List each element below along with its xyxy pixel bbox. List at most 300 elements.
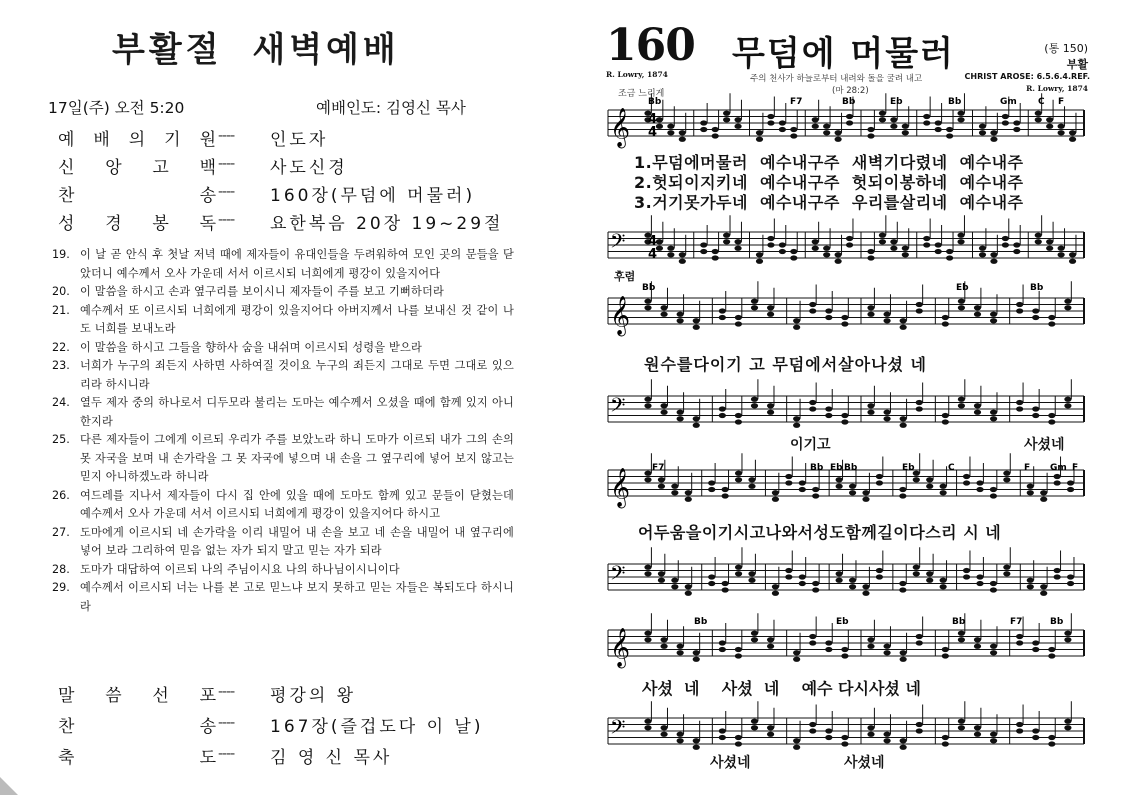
note-head <box>1048 413 1055 418</box>
note-head <box>1046 124 1053 129</box>
note-head <box>883 416 890 421</box>
note-head <box>835 137 842 142</box>
note-head <box>1054 474 1061 479</box>
chord-symbol: F7 <box>790 97 803 107</box>
note-head <box>812 239 819 244</box>
note-head <box>723 239 730 244</box>
note-head <box>1016 722 1023 727</box>
order-item <box>58 125 518 153</box>
note-head <box>719 735 726 740</box>
note-head <box>735 653 742 658</box>
note-head <box>1067 574 1074 579</box>
note-head <box>719 406 726 411</box>
note-head <box>1054 480 1061 485</box>
note-head <box>767 410 774 415</box>
order-item-label-char: 의 <box>128 130 146 150</box>
note-head <box>958 299 965 304</box>
note-head <box>990 259 997 264</box>
note-head <box>751 305 758 310</box>
note-head <box>883 312 890 317</box>
note-head <box>974 637 981 642</box>
note-head <box>902 130 909 135</box>
order-item-dash: ---- <box>218 746 235 762</box>
note-head <box>735 419 742 424</box>
bass-lyric-1: 이기고 <box>790 437 831 453</box>
note-head <box>779 242 786 247</box>
order-item-label-char: 씀 <box>105 686 122 706</box>
note-head <box>879 111 886 116</box>
note-head <box>722 581 729 586</box>
order-item-label-char: 송 <box>199 186 216 206</box>
hymn-scripture: 주의 천사가 하늘로부터 내려와 돌을 굴려 내고 <box>750 74 923 84</box>
chord-symbol: Bb <box>1050 617 1064 627</box>
note-head <box>974 644 981 649</box>
note-head <box>693 657 700 662</box>
note-head <box>1048 653 1055 658</box>
note-head <box>751 637 758 642</box>
note-head <box>667 124 674 129</box>
note-head <box>990 644 997 649</box>
note-head <box>719 413 726 418</box>
note-head <box>990 581 997 586</box>
note-head <box>841 413 848 418</box>
order-item-label <box>58 125 216 150</box>
note-head <box>812 581 819 586</box>
chord-symbol: F <box>1058 97 1065 107</box>
note-head <box>841 321 848 326</box>
bass-clef-icon: 𝄢 <box>610 561 626 590</box>
note-head <box>693 325 700 330</box>
note-head <box>809 400 816 405</box>
note-head <box>867 312 874 317</box>
scripture-verse <box>52 246 514 283</box>
note-head <box>693 318 700 323</box>
note-head <box>779 120 786 125</box>
note-head <box>1064 397 1071 402</box>
note-head <box>1069 137 1076 142</box>
note-head <box>1058 124 1065 129</box>
note-head <box>779 127 786 132</box>
note-head <box>644 299 651 304</box>
chord-symbol: F7 <box>652 463 665 473</box>
note-head <box>785 574 792 579</box>
note-head <box>644 403 651 408</box>
note-head <box>841 315 848 320</box>
note-head <box>974 732 981 737</box>
note-head <box>900 318 907 323</box>
note-head <box>1035 111 1042 116</box>
note-head <box>667 246 674 251</box>
note-head <box>1032 647 1039 652</box>
chord-symbol: Bb <box>642 283 656 293</box>
note-head <box>734 124 741 129</box>
note-head <box>862 591 869 596</box>
order-item-label-char: 선 <box>152 686 169 706</box>
time-signature: 4 <box>648 247 658 262</box>
note-head <box>1046 239 1053 244</box>
note-head <box>767 242 774 247</box>
verse-number: 21. <box>52 303 70 317</box>
note-head <box>660 644 667 649</box>
note-head <box>835 252 842 257</box>
note-head <box>1040 584 1047 589</box>
note-head <box>712 133 719 138</box>
order-item-label-char: 봉 <box>152 214 169 234</box>
note-head <box>1048 419 1055 424</box>
scripture-reading <box>52 246 514 616</box>
note-head <box>900 745 907 750</box>
note-head <box>812 246 819 251</box>
note-head <box>846 114 853 119</box>
note-head <box>825 735 832 740</box>
note-head <box>793 423 800 428</box>
note-head <box>1058 246 1065 251</box>
note-head <box>748 477 755 482</box>
note-head <box>1027 484 1034 489</box>
order-item-label <box>58 743 216 768</box>
note-head <box>772 584 779 589</box>
verse-text: 예수께서 이르시되 너는 나를 본 고로 믿느냐 보지 못하고 믿는 자들은 복되도다 하시니라 <box>80 581 514 613</box>
note-head <box>809 302 816 307</box>
order-item-dash: ---- <box>218 212 235 228</box>
note-head <box>979 124 986 129</box>
note-head <box>902 252 909 257</box>
note-head <box>1040 497 1047 502</box>
note-head <box>751 631 758 636</box>
note-head <box>979 246 986 251</box>
note-head <box>785 568 792 573</box>
note-head <box>790 133 797 138</box>
note-head <box>990 130 997 135</box>
note-head <box>708 480 715 485</box>
hymn-scripture-ref: (마 28:2) <box>832 86 869 96</box>
note-head <box>867 133 874 138</box>
note-head <box>660 637 667 642</box>
verse-number: 19. <box>52 248 70 261</box>
note-head <box>890 124 897 129</box>
note-head <box>979 130 986 135</box>
note-head <box>835 259 842 264</box>
verse-text: 도마에게 이르시되 네 손가락을 이리 내밀어 내 손을 보고 네 손을 내밀어 내 옆구리에 넣어 보라 그리하여 믿음 없는 자가 되지 말고 믿는 자가 되라 <box>80 525 514 557</box>
note-head <box>825 728 832 733</box>
note-head <box>841 653 848 658</box>
hymn-composer: R. Lowry, 1874 <box>606 70 668 79</box>
note-head <box>823 246 830 251</box>
note-head <box>1046 117 1053 122</box>
note-head <box>660 725 667 730</box>
note-head <box>751 719 758 724</box>
note-head <box>685 497 692 502</box>
note-head <box>799 574 806 579</box>
note-head <box>1069 130 1076 135</box>
note-head <box>735 647 742 652</box>
note-head <box>693 745 700 750</box>
order-item <box>58 209 518 237</box>
note-head <box>722 587 729 592</box>
note-head <box>900 738 907 743</box>
note-head <box>958 631 965 636</box>
note-head <box>890 239 897 244</box>
note-head <box>767 305 774 310</box>
note-head <box>812 117 819 122</box>
note-head <box>876 574 883 579</box>
treble-clef-icon: 𝄞 <box>610 467 631 508</box>
note-head <box>1013 249 1020 254</box>
note-head <box>809 308 816 313</box>
note-head <box>660 312 667 317</box>
note-head <box>1064 403 1071 408</box>
note-head <box>677 644 684 649</box>
refrain-lyric-2: 어두움을이기시고나와서성도함께길이다스리 시 네 <box>638 523 1002 542</box>
order-item-label-char: 신 <box>58 158 75 178</box>
note-head <box>693 738 700 743</box>
note-head <box>1016 406 1023 411</box>
note-head <box>751 397 758 402</box>
note-head <box>671 490 678 495</box>
note-head <box>958 637 965 642</box>
scripture-verse <box>52 431 514 487</box>
note-head <box>1069 259 1076 264</box>
note-head <box>723 233 730 238</box>
chord-symbol: C <box>948 463 955 473</box>
hymn-tong-number: (통 150) <box>1044 42 1088 55</box>
time-signature: 4 <box>648 112 658 127</box>
note-head <box>923 120 930 125</box>
note-head <box>735 413 742 418</box>
note-head <box>902 246 909 251</box>
chord-symbol: Bb <box>1030 283 1044 293</box>
scripture-verse <box>52 394 514 431</box>
note-head <box>963 480 970 485</box>
order-item-label-char: 말 <box>58 686 75 706</box>
note-head <box>976 574 983 579</box>
note-head <box>900 416 907 421</box>
note-head <box>835 130 842 135</box>
note-head <box>1016 640 1023 645</box>
bass-lyric-3: 사셨네 <box>710 755 751 771</box>
order-item-label-char: 경 <box>105 214 122 234</box>
note-head <box>942 315 949 320</box>
note-head <box>926 477 933 482</box>
note-head <box>990 732 997 737</box>
page-title: 부활절 새벽예배 <box>112 30 400 70</box>
note-head <box>1016 400 1023 405</box>
note-head <box>677 650 684 655</box>
note-head <box>660 305 667 310</box>
note-head <box>677 410 684 415</box>
bass-lyric-2: 사셨네 <box>1024 437 1065 453</box>
note-head <box>958 719 965 724</box>
note-head <box>900 423 907 428</box>
note-head <box>756 252 763 257</box>
note-head <box>979 252 986 257</box>
note-head <box>942 419 949 424</box>
order-item-label-char: 독 <box>199 214 216 234</box>
note-head <box>900 650 907 655</box>
note-head <box>974 305 981 310</box>
note-head <box>916 728 923 733</box>
chord-symbol: Bb <box>844 463 858 473</box>
note-head <box>963 574 970 579</box>
note-head <box>1064 299 1071 304</box>
note-head <box>825 406 832 411</box>
order-item-dash: ---- <box>218 715 235 731</box>
note-head <box>679 137 686 142</box>
note-head <box>957 117 964 122</box>
order-item-value: 요한복음 20장 19~29절 <box>270 214 504 234</box>
note-head <box>700 120 707 125</box>
order-item-value: 평강의 왕 <box>270 686 357 706</box>
note-head <box>990 252 997 257</box>
note-head <box>735 565 742 570</box>
note-head <box>708 487 715 492</box>
note-head <box>942 321 949 326</box>
note-head <box>799 581 806 586</box>
order-of-service-top <box>58 125 518 237</box>
bulletin-page <box>0 0 560 795</box>
note-head <box>849 578 856 583</box>
note-head <box>841 647 848 652</box>
note-head <box>812 124 819 129</box>
note-head <box>990 137 997 142</box>
note-head <box>1013 120 1020 125</box>
note-head <box>693 650 700 655</box>
note-head <box>825 647 832 652</box>
note-head <box>942 647 949 652</box>
note-head <box>723 117 730 122</box>
note-head <box>1027 490 1034 495</box>
note-head <box>940 490 947 495</box>
note-head <box>935 242 942 247</box>
note-head <box>902 124 909 129</box>
chord-symbol: Eb <box>836 617 849 627</box>
verse-number: 25. <box>52 433 70 446</box>
note-head <box>942 741 949 746</box>
note-head <box>719 728 726 733</box>
note-head <box>990 416 997 421</box>
order-item-label-char: 배 <box>93 130 110 150</box>
note-head <box>735 315 742 320</box>
note-head <box>1067 581 1074 586</box>
note-head <box>1016 302 1023 307</box>
note-head <box>1016 634 1023 639</box>
note-head <box>767 120 774 125</box>
scripture-verse <box>52 283 514 302</box>
note-head <box>693 423 700 428</box>
note-head <box>990 738 997 743</box>
order-item-label <box>58 712 216 737</box>
note-head <box>644 719 651 724</box>
note-head <box>825 413 832 418</box>
note-head <box>735 735 742 740</box>
note-head <box>1064 305 1071 310</box>
note-head <box>644 397 651 402</box>
verse-text: 이 날 곧 안식 후 첫날 저녁 때에 제자들이 유대인들을 두려워하여 모인 곳의 문들을 닫았더니 예수께서 오사 가운데 서서 이르시되 너희에게 평강이 있을지어다 <box>80 248 514 280</box>
service-date: 17일(주) 오전 5:20 <box>48 99 185 117</box>
note-head <box>963 474 970 479</box>
note-head <box>867 249 874 254</box>
note-head <box>677 732 684 737</box>
note-head <box>793 745 800 750</box>
note-head <box>1032 640 1039 645</box>
note-head <box>793 657 800 662</box>
note-head <box>916 406 923 411</box>
note-head <box>719 315 726 320</box>
note-head <box>836 578 843 583</box>
note-head <box>990 410 997 415</box>
note-head <box>867 127 874 132</box>
note-head <box>862 497 869 502</box>
note-head <box>644 565 651 570</box>
note-head <box>1035 117 1042 122</box>
order-item-value: 김 영 신 목사 <box>270 748 393 768</box>
note-head <box>825 315 832 320</box>
note-head <box>644 725 651 730</box>
note-head <box>1032 735 1039 740</box>
note-head <box>841 419 848 424</box>
order-item <box>58 712 518 743</box>
verse-text: 도마가 대답하여 이르되 나의 주님이시요 나의 하나님이시니이다 <box>80 562 400 576</box>
note-head <box>735 471 742 476</box>
order-item-value: 167장(즐겁도다 이 날) <box>270 717 484 737</box>
note-head <box>767 644 774 649</box>
verse-1-lyric: 1.무덤에머물러 예수내구주 새벽기다렸네 예수내주 <box>634 153 1024 172</box>
refrain-label: 후렴 <box>614 270 636 283</box>
note-head <box>899 487 906 492</box>
note-head <box>693 416 700 421</box>
note-head <box>722 487 729 492</box>
chord-symbol: F7 <box>1010 617 1023 627</box>
note-head <box>734 239 741 244</box>
order-item-value: 사도신경 <box>270 158 348 178</box>
note-head <box>876 474 883 479</box>
note-head <box>793 325 800 330</box>
note-head <box>756 130 763 135</box>
note-head <box>809 722 816 727</box>
note-head <box>793 738 800 743</box>
refrain-lyric-3: 사셨 네 사셨 네 예수 다시사셨 네 <box>642 679 921 698</box>
treble-clef-icon: 𝄞 <box>610 107 631 148</box>
time-signature: 4 <box>648 125 658 140</box>
treble-clef-icon: 𝄞 <box>610 627 631 668</box>
note-head <box>900 657 907 662</box>
note-head <box>671 484 678 489</box>
note-head <box>899 493 906 498</box>
note-head <box>876 568 883 573</box>
note-head <box>719 647 726 652</box>
note-head <box>946 133 953 138</box>
note-head <box>1048 647 1055 652</box>
bass-clef-icon: 𝄢 <box>610 229 626 258</box>
note-head <box>867 403 874 408</box>
note-head <box>846 242 853 247</box>
note-head <box>957 233 964 238</box>
note-head <box>867 644 874 649</box>
note-head <box>899 581 906 586</box>
note-head <box>685 584 692 589</box>
note-head <box>976 581 983 586</box>
note-head <box>812 487 819 492</box>
order-item-value: 160장(무덤에 머물러) <box>270 186 476 206</box>
note-head <box>1048 315 1055 320</box>
scripture-verse <box>52 357 514 394</box>
note-head <box>836 477 843 482</box>
note-head <box>1054 574 1061 579</box>
verse-number: 22. <box>52 340 70 354</box>
note-head <box>913 571 920 576</box>
note-head <box>825 640 832 645</box>
note-head <box>946 127 953 132</box>
